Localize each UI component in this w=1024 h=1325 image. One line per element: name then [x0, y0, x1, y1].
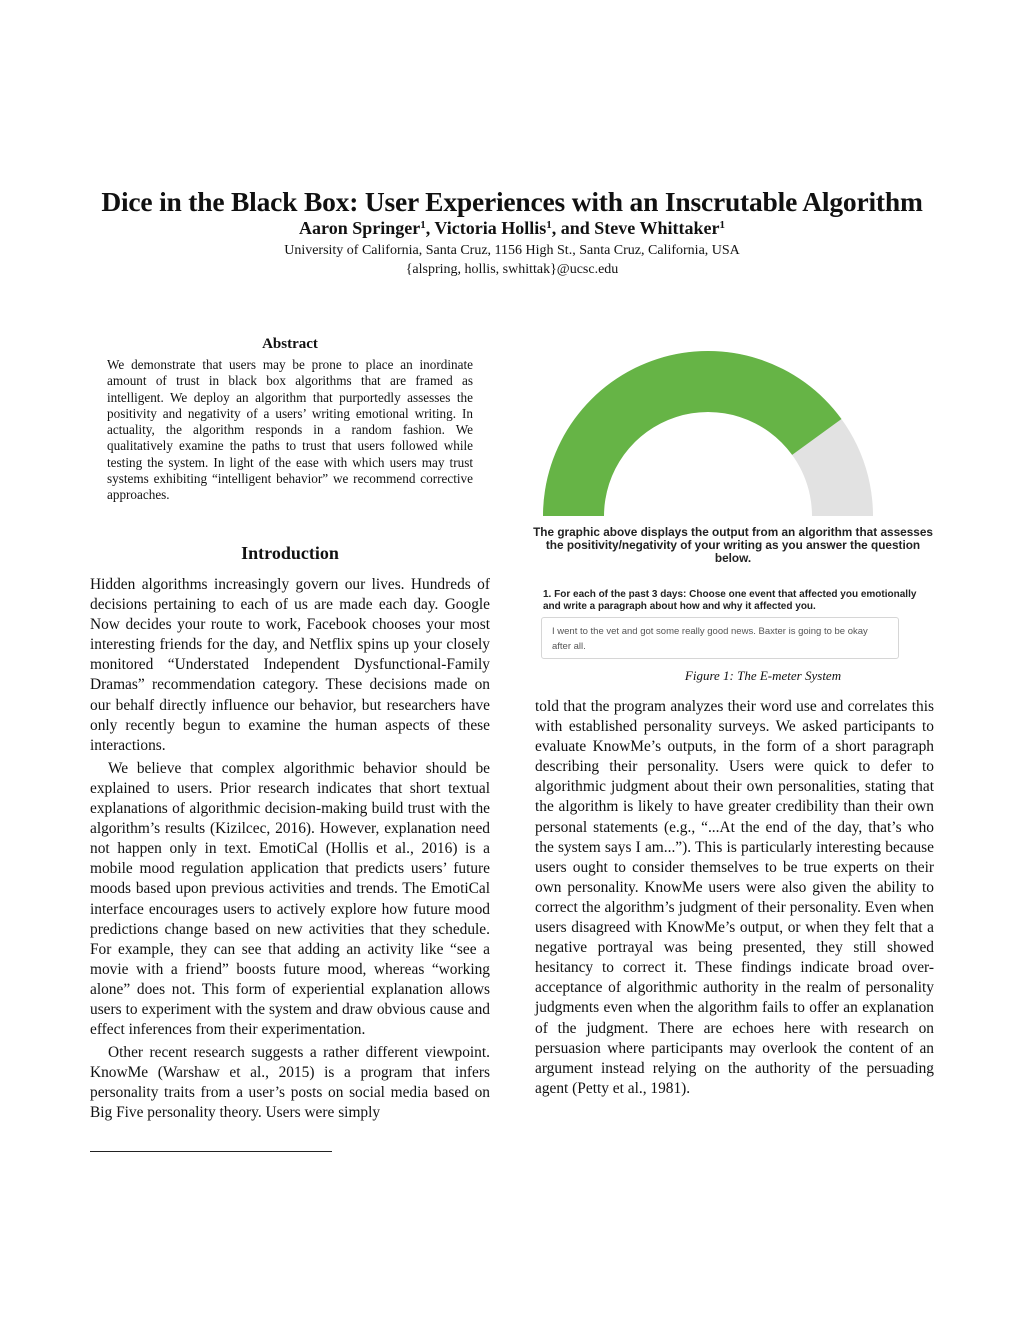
author-name: Steve Whittaker [594, 218, 720, 238]
right-column-body [535, 697, 934, 1099]
paragraph: told that the program analyzes their word use and correlates this with established personality surveys. We asked participants to evaluate KnowMe’s outputs, in the form of a short paragraph describing their personality. Users were quick to defer to algorithmic judgment about their own personalities, stating that the algorithm is likely to have greater credibility than their own personal statements (e.g., “...At the end of the day, that’s who the system says I am...”). This is particularly interesting because users ought to consider themselves to be true experts on their own personality. KnowMe users were also given the ability to correct the algorithm’s judgment of their personality. Even when users disagreed with KnowMe’s output, or when they felt that a negative portrayal was being presented, they still showed hesitancy to correct it. These findings indicate broad over-acceptance of algorithmic authority in the realm of personality judgments even when the algorithm fails to offer an explanation of the judgment. There are echoes here with research on persuasion where participants may overlook the content of an argument instead relying on the authority of the persuading agent (Petty et al., 1981). [535, 698, 934, 1097]
affiliation: University of California, Santa Cruz, 1156 High St., Santa Cruz, California, USA [284, 243, 740, 258]
introduction-heading: Introduction [241, 543, 339, 563]
author-affiliation-marker: 1 [546, 219, 552, 231]
author-affiliation-marker: 1 [420, 219, 426, 231]
paragraph: We believe that complex algorithmic behavior should be explained to users. Prior research indicates that short textual explanations of algorithmic decision-making build trust with the algorithm’s results (Kizilcec, 2016). However, explanation need not happen only in text. EmotiCal (Hollis et al., 2016) is a mobile mood regulation application that predicts users’ future moods based upon previous activities and trends. The EmotiCal interface encourages users to actively explore how future mood predictions change based on new activities that they schedule. For example, they can see that adding an activity like “see a movie with a friend” boosts future mood, whereas “working alone” does not. This form of experiential explanation allows users to experiment with the system and draw obvious cause and effect inferences from their experimentation. [90, 759, 490, 1039]
abstract-heading: Abstract [262, 336, 318, 352]
author-name: Victoria Hollis [434, 218, 547, 238]
graphic-caption: The graphic above displays the output from an algorithm that assesses the positivity/negativity of your writing as you answer the question below. [533, 525, 933, 565]
footnote-divider [90, 1151, 332, 1152]
author-separator: , and [551, 218, 595, 238]
figure-caption: Figure 1: The E-meter System [684, 668, 842, 683]
author-list [0, 216, 1024, 240]
abstract-text: We demonstrate that users may be prone to place an inordinate amount of trust in black box algorithms that are framed as intelligent. We deploy an algorithm that purportedly assesses the positivity and negativity of a users’ writing emotional writing. In actuality, the algorithm responds in a random fashion. We qualitatively examine the paths to trust that users followed while testing the system. In light of the ease with which users may trust systems exhibiting “intelligent behavior” we recommend corrective approaches. [107, 357, 473, 503]
paragraph: Other recent research suggests a rather different viewpoint. KnowMe (Warshaw et al., 2015) is a program that infers personality traits from a user’s posts on social media based on Big Five personality theory. Users were simply [90, 1044, 490, 1122]
author-emails: {alspring, hollis, swhittak}@ucsc.edu [405, 262, 619, 277]
author-affiliation-marker: 1 [719, 219, 725, 231]
figure-emeter [528, 330, 938, 690]
paper-title: Dice in the Black Box: User Experiences with an Inscrutable Algorithm [101, 186, 923, 217]
answer-textarea: I went to the vet and got some really good news. Baxter is going to be okay after all. [541, 617, 899, 659]
left-column-body [90, 575, 490, 1124]
author-separator: , [425, 218, 435, 238]
gauge-positive-fill [543, 351, 841, 516]
paragraph: Hidden algorithms increasingly govern our lives. Hundreds of decisions pertaining to each of us are made each day. Google Now decides your route to work, Facebook chooses your most interesting friends for the day, and Netflix spins up your closely monitored “Understated Independent Dysfunctional-Family Dramas” recommendation category. These decisions made on our behalf directly influence our behavior, but researchers have only recently begun to examine the human aspects of these interactions. [90, 576, 490, 754]
author-name: Aaron Springer [299, 218, 421, 238]
writing-prompt: 1. For each of the past 3 days: Choose one event that affected you emotionally and write a paragraph about how and why it affected you. [543, 589, 917, 612]
emeter-gauge [528, 330, 938, 525]
